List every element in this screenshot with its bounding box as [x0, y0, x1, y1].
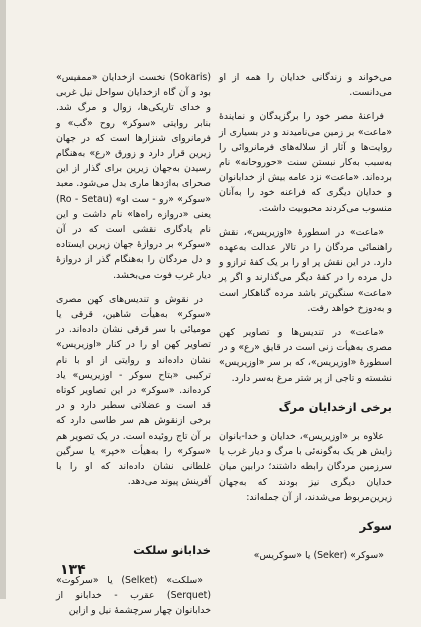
section-heading: سوکر — [359, 519, 392, 534]
section-heading: برخی ازخدایان مرگ — [278, 399, 392, 414]
paragraph: «سوکر» (Seker) یا «سوکریس» — [253, 550, 384, 562]
paragraph: «ماعت» در اسطورهٔ «اوزیریس»، نقش راهنمائی مردگان را در تالار عدالت به‌عهده دارد. در این نقش پر او را بر یک کفهٔ ترازو و دل مرده را در کفهٔ دیگر می‌گذارند و اگر پر «ماعت» سنگین‌تر باشد مرده گناهکار است و به‌دوزخ خواهد رفت. — [219, 226, 392, 314]
paragraph: علاوه بر «اوزیریس»، خدایان و خدا-بانوان زایش هر یک به‌گونه‌ئی با مرگ و دیار غرب یا سرزمین مردگان رابطه داشتند؛ درابین میان خدایان دیگری نیز بودند که به‌جهان زیرین‌مربوط می‌شدند، از آن جمله‌اند: — [219, 431, 392, 503]
page-number: ۱۳۴ — [60, 562, 86, 578]
paragraph: فراعنهٔ مصر خود را برگزیدگان و نمایندهٔ «ماعت» بر زمین می‌نامیدند و در بسیاری از روایت‌ها و آثار از سلاله‌های فرمانروائی را به‌سبب به‌کار نبستن سنت «حوروحانه» نام برده‌اند. «ماعت» نزد عامه بیش از خدابانوان و خدایان دیگری که فراعنه خود را به‌آنان منسوب می‌کردند محبوبیت داشت. — [219, 111, 392, 214]
paragraph: می‌خواند و زندگانی خدایان را همه از او می‌دانست. — [219, 72, 392, 99]
paragraph: «سلکت» (Selket) یا «سرکوت» (Serquet) عقرب - خدابانو از خدابانوان چهار سرچشمهٔ نیل و ازاین — [56, 574, 211, 617]
paragraph: در نقوش و تندیس‌های کهن مصری «سوکر» به‌هیأت شاهین، قرقی یا مومیائی با سر قرقی نشان داده‌اند. در تصاویر کهن او را در کنار «اوزیریس» نشان داده‌اند و روایتی از او با نام ترکیبی «بتاح سوکر - اوزیریس» یاد کرده‌اند. «سوکر» در این تصاویر کوتاه قد است و عضلاتی سطبر دارد و در برخی ازنقوش هم سر طاسی دارد که بر آن تاج روئیده است. در یک تصویر هم «سوکر» را به‌هیأت «خپر» یا سرگین غلطانی نشان داده‌اند که او را با آفرینش پیوند می‌دهد. — [56, 293, 211, 488]
paragraph: «ماعت» در تندیس‌ها و تصاویر کهن مصری به‌هیأت زنی است در قایق «رع» و در اسطورهٔ «اوزیریس»، که بر سر «اوزیریس» نشسته و تاجی از پر شتر مرغ به‌سر دارد. — [219, 327, 392, 384]
left-column — [56, 70, 211, 627]
right-column — [219, 70, 392, 572]
section-heading: خدابانو سلکت — [133, 543, 211, 558]
paragraph: (Sokaris) نخست ازخدایان «ممفیس» بود و آن گاه ازخدایان سواحل نیل غربی و خدای تاریکی‌ها، زوال و مرگ شد. بنابر روایتی «سوکر» روح «گب» و فرمانروای شنزارها است که در جهان زیرین قرار دارد و زورق «رع» به‌هنگام رسیدن به‌جهان زیرین برای گذار از این صحرای به‌اژدها ماری بدل می‌شود. معبد «سوکر» «رو - ست او» (Ro - Setau) یعنی «دروازه راه‌ها» نام داشت و این نام یادگاری نقشی است که در آن «سوکر» بر دروازهٔ جهان زیرین ایستاده و دل مردگان را به‌هنگام گذر از دروازهٔ دیار غرب فوت می‌بخشد. — [56, 72, 211, 281]
